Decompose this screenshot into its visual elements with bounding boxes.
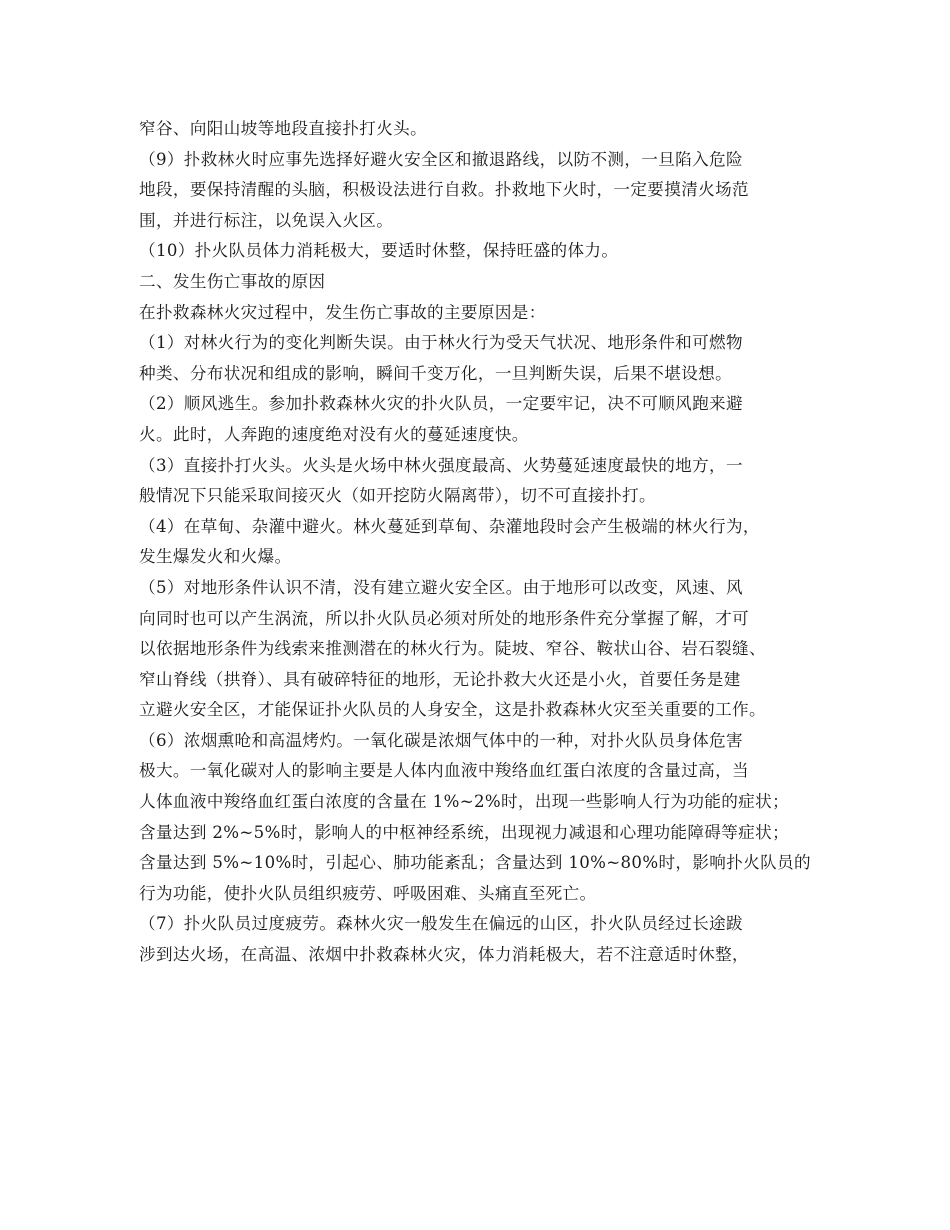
- text-line: 窄谷、向阳山坡等地段直接扑打火头。: [139, 119, 428, 138]
- text-line: （1）对林火行为的变化判断失误。由于林火行为受天气状况、地形条件和可燃物: [139, 333, 743, 353]
- text-line: （6）浓烟熏呛和高温烤灼。一氧化碳是浓烟气体中的一种，对扑火队员身体危害: [139, 730, 743, 750]
- text-line: 行为功能，使扑火队员组织疲劳、呼吸困难、头痛直至死亡。: [139, 883, 597, 903]
- text-line: 含量达到 2%~5%时，影响人的中枢神经系统，出现视力减退和心理功能障碍等症状；: [139, 822, 790, 842]
- text-line: 以依据地形条件为线索来推测潜在的林火行为。陡坡、窄谷、鞍状山谷、岩石裂缝、: [139, 639, 766, 659]
- text-line: 般情况下只能采取间接灭火（如开挖防火隔离带），切不可直接扑打。: [139, 486, 656, 506]
- text-line: （10）扑火队员体力消耗极大，要适时休整，保持旺盛的体力。: [139, 241, 619, 261]
- document-body: [139, 114, 819, 971]
- text-line: 火。此时，人奔跑的速度绝对没有火的蔓延速度快。: [139, 424, 529, 444]
- text-line: 人体血液中羧络血红蛋白浓度的含量在 1%~2%时，出现一些影响人行为功能的症状；: [139, 792, 790, 812]
- text-line: 围，并进行标注，以免误入火区。: [139, 210, 394, 230]
- text-line: （4）在草甸、杂灌中避火。林火蔓延到草甸、杂灌地段时会产生极端的林火行为，: [139, 516, 760, 536]
- text-line: （2）顺风逃生。参加扑救森林火灾的扑火队员，一定要牢记，决不可顺风跑来避: [139, 394, 743, 414]
- text-line: （9）扑救林火时应事先选择好避火安全区和撤退路线，以防不测，一旦陷入危险: [139, 149, 743, 169]
- text-line: （5）对地形条件认识不清，没有建立避火安全区。由于地形可以改变，风速、风: [139, 577, 743, 597]
- text-line: 涉到达火场，在高温、浓烟中扑救森林火灾，体力消耗极大，若不注意适时休整，: [139, 945, 749, 965]
- text-line: 向同时也可以产生涡流，所以扑火队员必须对所处的地形条件充分掌握了解，才可: [139, 608, 749, 628]
- text-line: 在扑救森林火灾过程中，发生伤亡事故的主要原因是：: [139, 302, 546, 322]
- text-line: 地段，要保持清醒的头脑，积极设法进行自救。扑救地下火时，一定要摸清火场范: [139, 180, 749, 200]
- text-line: （7）扑火队员过度疲劳。森林火灾一般发生在偏远的山区，扑火队员经过长途跋: [139, 914, 743, 934]
- text-line: 极大。一氧化碳对人的影响主要是人体内血液中羧络血红蛋白浓度的含量过高，当: [139, 761, 749, 781]
- text-line: 含量达到 5%~10%时，引起心、肺功能紊乱；含量达到 10%~80%时，影响扑火队员的: [139, 853, 811, 873]
- text-line: 立避火安全区，才能保证扑火队员的人身安全，这是扑救森林火灾至关重要的工作。: [139, 700, 766, 720]
- text-line: 发生爆发火和火爆。: [139, 547, 292, 567]
- text-line: 种类、分布状况和组成的影响，瞬间千变万化，一旦判断失误，后果不堪设想。: [139, 363, 733, 383]
- section-heading: 二、发生伤亡事故的原因: [139, 271, 326, 291]
- text-line: （3）直接扑打火头。火头是火场中林火强度最高、火势蔓延速度最快的地方，一: [139, 455, 743, 475]
- text-line: 窄山脊线（拱脊）、具有破碎特征的地形，无论扑救大火还是小火，首要任务是建: [139, 669, 741, 689]
